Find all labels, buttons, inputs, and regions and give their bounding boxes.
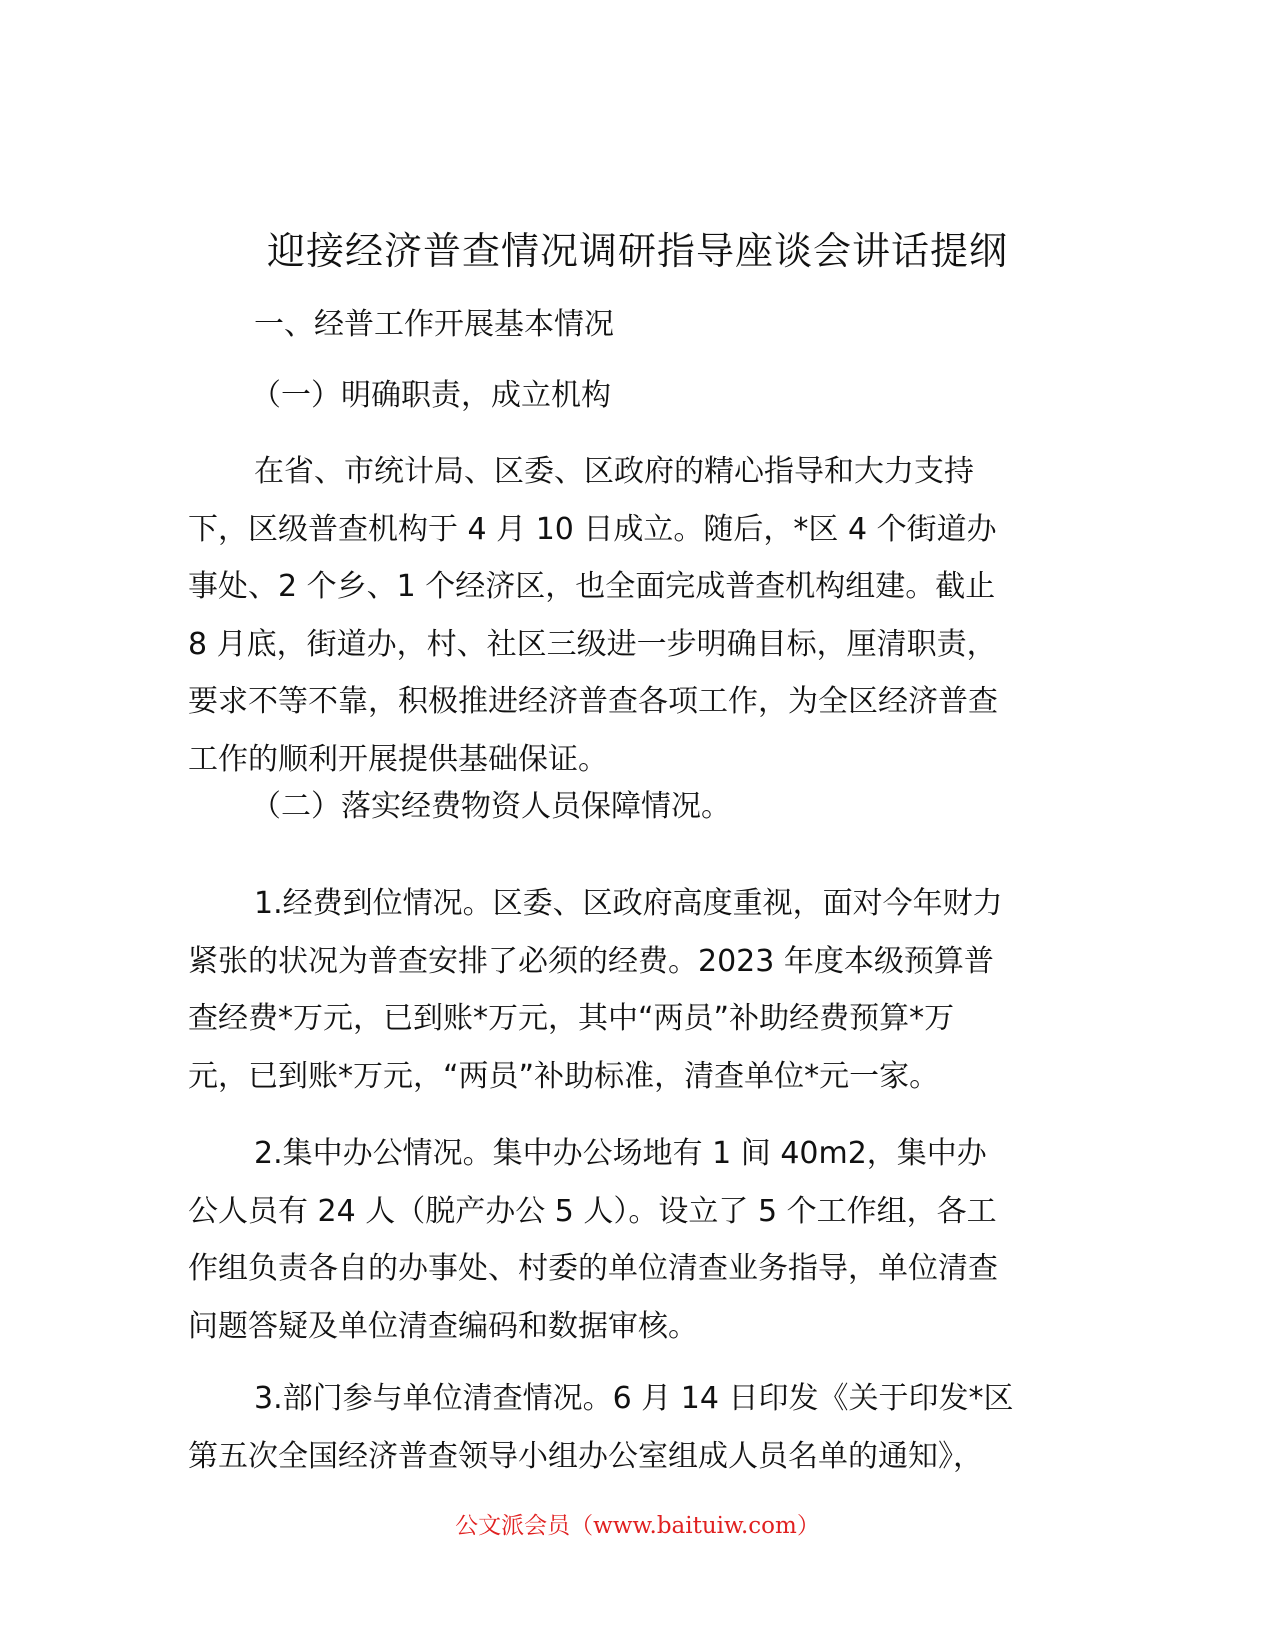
paragraph-line: 查经费*万元，已到账*万元，其中“两员”补助经费预算*万 (188, 1001, 955, 1036)
paragraph-line: 要求不等不靠，积极推进经济普查各项工作，为全区经济普查 (188, 684, 998, 719)
paragraph-line: 问题答疑及单位清查编码和数据审核。 (188, 1308, 698, 1344)
paragraph-line: 在省、市统计局、区委、区政府的精心指导和大力支持 (254, 454, 974, 489)
paragraph-line: 紧张的状况为普查安排了必须的经费。2023 年度本级预算普 (188, 943, 994, 979)
paragraph-line: 下，区级普查机构于 4 月 10 日成立。随后，*区 4 个街道办 (188, 511, 997, 547)
document-title: 迎接经济普查情况调研指导座谈会讲话提纲 (266, 229, 1008, 273)
paragraph-line: 2.集中办公情况。集中办公场地有 1 间 40m2，集中办 (254, 1136, 987, 1171)
paragraph-line: 工作的顺利开展提供基础保证。 (188, 741, 608, 777)
paragraph-1 (188, 443, 1088, 788)
section-heading-1: 一、经普工作开展基本情况 (254, 307, 614, 342)
paragraph-line: 事处、2 个乡、1 个经济区，也全面完成普查机构组建。截止 (188, 569, 996, 604)
paragraph-3 (188, 1125, 1088, 1355)
paragraph-4 (188, 1370, 1088, 1485)
paragraph-line: 公人员有 24 人（脱产办公 5 人）。设立了 5 个工作组，各工 (188, 1193, 997, 1229)
paragraph-line: 第五次全国经济普查领导小组办公室组成人员名单的通知》， (188, 1438, 983, 1474)
footer-watermark-link[interactable]: 公文派会员（www.baituiw.com） (455, 1513, 820, 1539)
subsection-heading-2: （二）落实经费物资人员保障情况。 (251, 789, 731, 824)
paragraph-2 (188, 875, 1088, 1105)
subsection-heading-1: （一）明确职责，成立机构 (251, 378, 611, 413)
paragraph-line: 1.经费到位情况。区委、区政府高度重视，面对今年财力 (254, 886, 1003, 921)
paragraph-line: 作组负责各自的办事处、村委的单位清查业务指导，单位清查 (188, 1251, 998, 1286)
paragraph-line: 8 月底，街道办，村、社区三级进一步明确目标，厘清职责， (188, 626, 997, 662)
paragraph-line: 3.部门参与单位清查情况。6 月 14 日印发《关于印发*区 (254, 1381, 1014, 1416)
paragraph-line: 元，已到账*万元，“两员”补助标准，清查单位*元一家。 (188, 1058, 940, 1094)
